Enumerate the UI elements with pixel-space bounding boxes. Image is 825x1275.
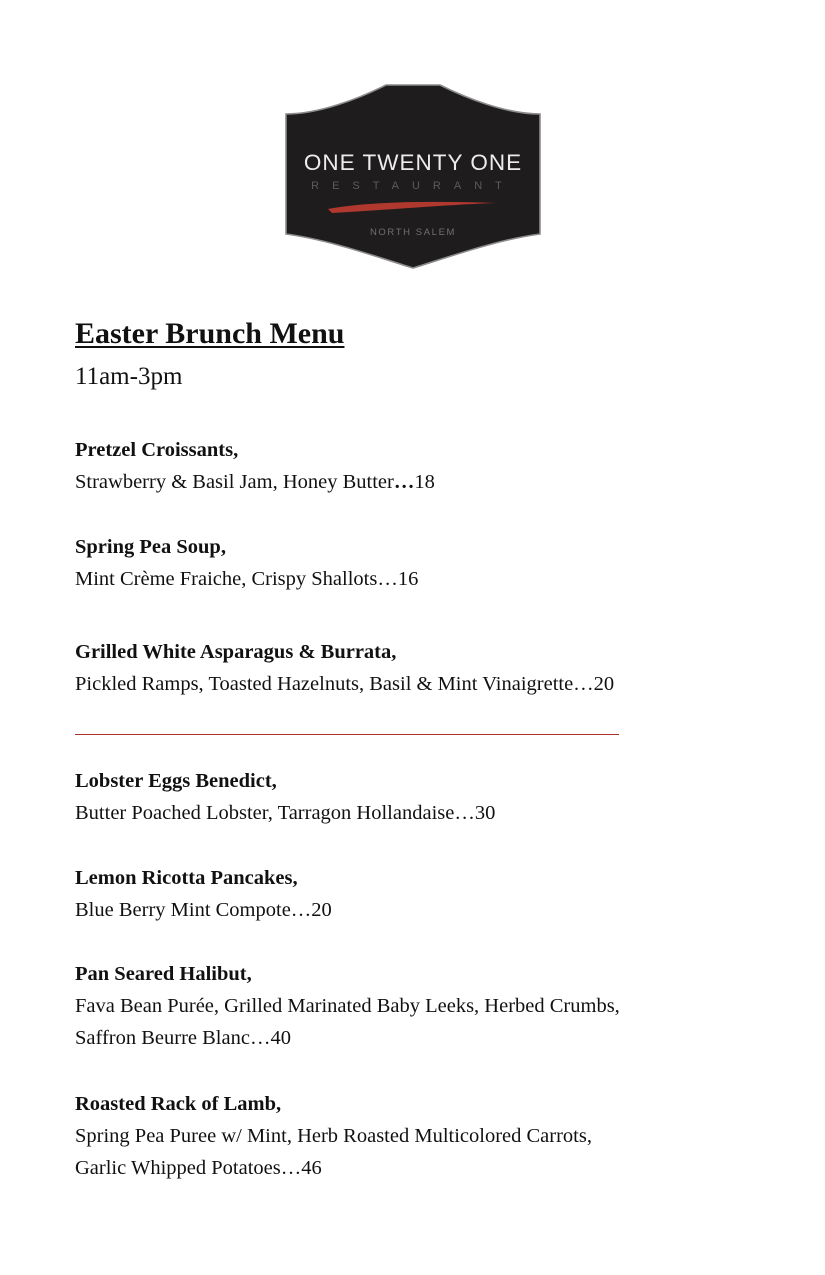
menu-item-spring-pea-soup xyxy=(75,531,725,595)
menu-item-description xyxy=(75,797,725,829)
menu-item-description xyxy=(75,563,725,595)
menu-item-name: Pretzel Croissants, xyxy=(75,439,239,461)
menu-item-description-line: Spring Pea Puree w/ Mint, Herb Roasted Multicolored Carrots, xyxy=(75,1125,592,1147)
menu-item-description-line: Pickled Ramps, Toasted Hazelnuts, Basil & Mint Vinaigrette…20 xyxy=(75,673,615,695)
menu-item-pretzel-croissants xyxy=(75,434,725,498)
menu-item-name: Spring Pea Soup, xyxy=(75,536,226,558)
menu-item-description-line: Fava Bean Purée, Grilled Marinated Baby Leeks, Herbed Crumbs, xyxy=(75,995,620,1017)
logo-badge-shape xyxy=(286,85,540,268)
logo-badge xyxy=(282,84,544,270)
menu-item-price: 18 xyxy=(414,471,435,493)
logo-subtitle: RESTAURANT xyxy=(311,180,515,192)
menu-item-description xyxy=(75,466,725,498)
section-divider xyxy=(75,734,619,735)
menu-title: Easter Brunch Menu xyxy=(75,317,345,350)
menu-item-description-text: Strawberry & Basil Jam, Honey Butter xyxy=(75,471,394,493)
menu-item-description xyxy=(75,990,725,1054)
restaurant-logo xyxy=(282,84,544,270)
menu-item-description-line xyxy=(75,466,725,498)
menu-item-name: Pan Seared Halibut, xyxy=(75,963,252,985)
menu-item-description xyxy=(75,668,725,700)
menu-item-description-line: Mint Crème Fraiche, Crispy Shallots…16 xyxy=(75,568,419,590)
menu-hours: 11am-3pm xyxy=(75,363,183,390)
menu-item-lobster-eggs-benedict xyxy=(75,765,725,829)
logo-name: ONE TWENTY ONE xyxy=(303,150,523,175)
menu-item-grilled-white-asparagus xyxy=(75,636,725,700)
menu-item-name: Roasted Rack of Lamb, xyxy=(75,1093,282,1115)
menu-item-ellipsis: … xyxy=(393,471,415,493)
logo-location: NORTH SALEM xyxy=(369,227,457,238)
menu-item-description-line: Blue Berry Mint Compote…20 xyxy=(75,899,332,921)
menu-item-pan-seared-halibut xyxy=(75,958,725,1054)
menu-item-description-line: Saffron Beurre Blanc…40 xyxy=(75,1027,291,1049)
menu-item-description-line: Butter Poached Lobster, Tarragon Hollandaise…30 xyxy=(75,802,496,824)
menu-item-description xyxy=(75,894,725,926)
menu-item-name: Lemon Ricotta Pancakes, xyxy=(75,867,298,889)
menu-item-name: Grilled White Asparagus & Burrata, xyxy=(75,641,397,663)
menu-item-lemon-ricotta-pancakes xyxy=(75,862,725,926)
menu-item-description xyxy=(75,1120,725,1184)
menu-item-name: Lobster Eggs Benedict, xyxy=(75,770,277,792)
menu-item-description-line: Garlic Whipped Potatoes…46 xyxy=(75,1157,322,1179)
menu-item-roasted-rack-of-lamb xyxy=(75,1088,725,1184)
